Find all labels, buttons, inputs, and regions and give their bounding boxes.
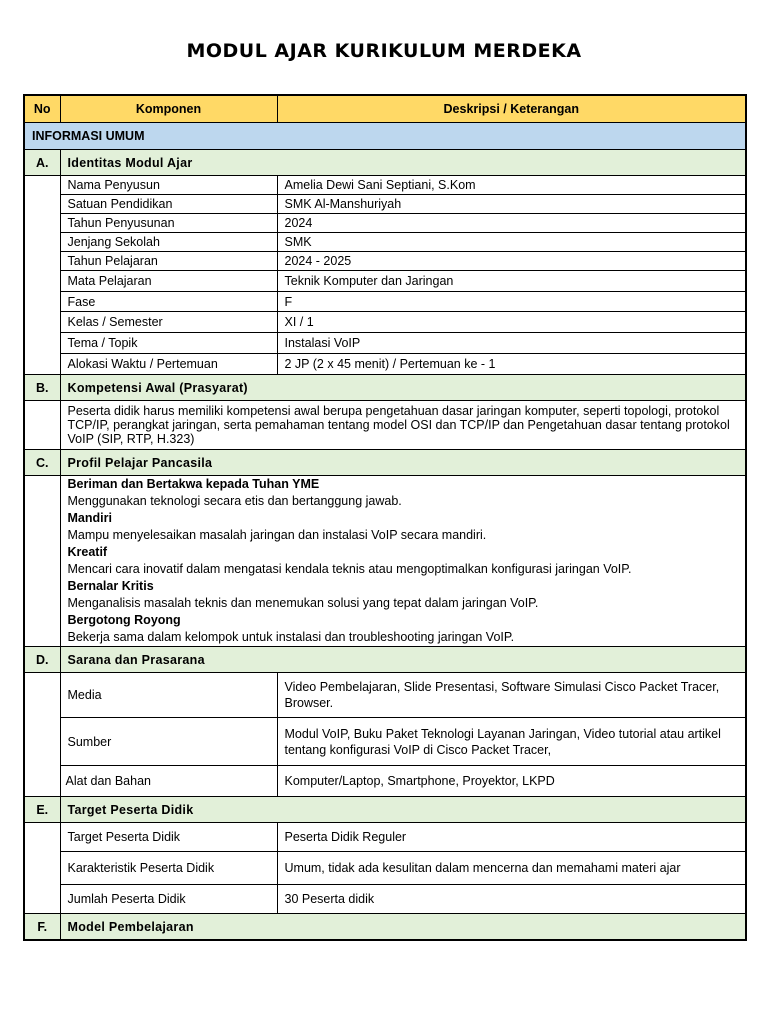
- profil-text: Mampu menyelesaikan masalah jaringan dan instalasi VoIP secara mandiri.: [67, 528, 487, 542]
- row-key: Jumlah Peserta Didik: [60, 885, 277, 914]
- header-deskripsi: Deskripsi / Keterangan: [277, 95, 746, 123]
- blank-cell: [24, 823, 60, 914]
- table-row: [24, 401, 746, 450]
- profil-text: Menggunakan teknologi secara etis dan bertanggung jawab.: [67, 494, 402, 508]
- row-value: SMK Al-Manshuriyah: [277, 195, 746, 214]
- row-value: Teknik Komputer dan Jaringan: [277, 271, 746, 292]
- row-value: Instalasi VoIP: [277, 333, 746, 354]
- section-b-title: Kompetensi Awal (Prasyarat): [60, 375, 746, 401]
- row-value: Amelia Dewi Sani Septiani, S.Kom: [277, 176, 746, 195]
- row-key: Karakteristik Peserta Didik: [60, 852, 277, 885]
- blank-cell: [24, 176, 60, 375]
- section-d-title: Sarana dan Prasarana: [60, 647, 746, 673]
- profil-text: Bekerja sama dalam kelompok untuk instalasi dan troubleshooting jaringan VoIP.: [67, 630, 515, 644]
- profil-list: [60, 476, 746, 647]
- row-key: Tahun Penyusunan: [60, 214, 277, 233]
- row-key: Alokasi Waktu / Pertemuan: [60, 354, 277, 375]
- row-key: Kelas / Semester: [60, 312, 277, 333]
- table-row: [24, 271, 746, 292]
- table-row: [24, 852, 746, 885]
- row-value: 2024 - 2025: [277, 252, 746, 271]
- row-key: Satuan Pendidikan: [60, 195, 277, 214]
- row-value: Umum, tidak ada kesulitan dalam mencerna dan memahami materi ajar: [277, 852, 746, 885]
- section-c-letter: C.: [24, 450, 60, 476]
- blank-cell: [24, 401, 60, 450]
- section-a-title: Identitas Modul Ajar: [60, 150, 746, 176]
- row-key: Fase: [60, 292, 277, 312]
- table-row: [24, 195, 746, 214]
- row-key: Media: [60, 673, 277, 718]
- profil-heading: Bergotong Royong: [67, 613, 181, 627]
- table-row: [24, 766, 746, 797]
- table-row: [24, 718, 746, 766]
- profil-heading: Mandiri: [67, 511, 112, 525]
- row-key: Alat dan Bahan: [60, 766, 277, 797]
- row-value: 2 JP (2 x 45 menit) / Pertemuan ke - 1: [277, 354, 746, 375]
- profil-heading: Bernalar Kritis: [67, 579, 154, 593]
- row-key: Mata Pelajaran: [60, 271, 277, 292]
- header-no: No: [24, 95, 60, 123]
- row-key: Jenjang Sekolah: [60, 233, 277, 252]
- profil-heading: Kreatif: [67, 545, 108, 559]
- table-row: [24, 354, 746, 375]
- row-key: Nama Penyusun: [60, 176, 277, 195]
- profil-heading: Beriman dan Bertakwa kepada Tuhan YME: [67, 477, 320, 491]
- row-key: Tahun Pelajaran: [60, 252, 277, 271]
- table-row: [24, 252, 746, 271]
- table-header: [24, 95, 746, 123]
- table-row: [24, 233, 746, 252]
- row-key: Sumber: [60, 718, 277, 766]
- section-a-header: [24, 150, 746, 176]
- table-row: [24, 885, 746, 914]
- section-e-header: [24, 797, 746, 823]
- table-row: [24, 673, 746, 718]
- table-row: [24, 176, 746, 195]
- row-value: 2024: [277, 214, 746, 233]
- section-f-letter: F.: [24, 914, 60, 941]
- row-value: XI / 1: [277, 312, 746, 333]
- kompetensi-awal-text: Peserta didik harus memiliki kompetensi awal berupa pengetahuan dasar jaringan komputer, seperti topologi, protokol TCP/IP, perangkat jaringan, serta pemahaman tentang model OSI dan TCP/IP dan Pengetahuan dasar tentang protokol VoIP (SIP, RTP, H.323): [60, 401, 746, 450]
- table-row: [24, 476, 746, 647]
- row-value: Komputer/Laptop, Smartphone, Proyektor, LKPD: [277, 766, 746, 797]
- section-c-header: [24, 450, 746, 476]
- table-row: [24, 823, 746, 852]
- section-d-header: [24, 647, 746, 673]
- profil-text: Mencari cara inovatif dalam mengatasi kendala teknis atau mengoptimalkan konfigurasi jaringan VoIP.: [67, 562, 632, 576]
- page-title: MODUL AJAR KURIKULUM MERDEKA: [186, 40, 582, 62]
- table-row: [24, 292, 746, 312]
- table-row: [24, 333, 746, 354]
- table-row: [24, 312, 746, 333]
- section-e-title: Target Peserta Didik: [60, 797, 746, 823]
- row-key: Tema / Topik: [60, 333, 277, 354]
- row-value: Video Pembelajaran, Slide Presentasi, Software Simulasi Cisco Packet Tracer, Browser.: [277, 673, 746, 718]
- row-value: Modul VoIP, Buku Paket Teknologi Layanan Jaringan, Video tutorial atau artikel tentang konfigurasi VoIP di Cisco Packet Tracer,: [277, 718, 746, 766]
- section-informasi-umum: INFORMASI UMUM: [24, 123, 746, 150]
- table-row: [24, 214, 746, 233]
- row-value: 30 Peserta didik: [277, 885, 746, 914]
- section-e-letter: E.: [24, 797, 60, 823]
- row-value: F: [277, 292, 746, 312]
- section-d-letter: D.: [24, 647, 60, 673]
- profil-text: Menganalisis masalah teknis dan menemukan solusi yang tepat dalam jaringan VoIP.: [67, 596, 539, 610]
- module-table: [23, 94, 747, 941]
- section-b-letter: B.: [24, 375, 60, 401]
- section-f-header: [24, 914, 746, 941]
- row-value: SMK: [277, 233, 746, 252]
- section-b-header: [24, 375, 746, 401]
- section-c-title: Profil Pelajar Pancasila: [60, 450, 746, 476]
- header-komponen: Komponen: [60, 95, 277, 123]
- section-a-letter: A.: [24, 150, 60, 176]
- row-value: Peserta Didik Reguler: [277, 823, 746, 852]
- blank-cell: [24, 476, 60, 647]
- section-f-title: Model Pembelajaran: [60, 914, 746, 941]
- blank-cell: [24, 673, 60, 797]
- row-key: Target Peserta Didik: [60, 823, 277, 852]
